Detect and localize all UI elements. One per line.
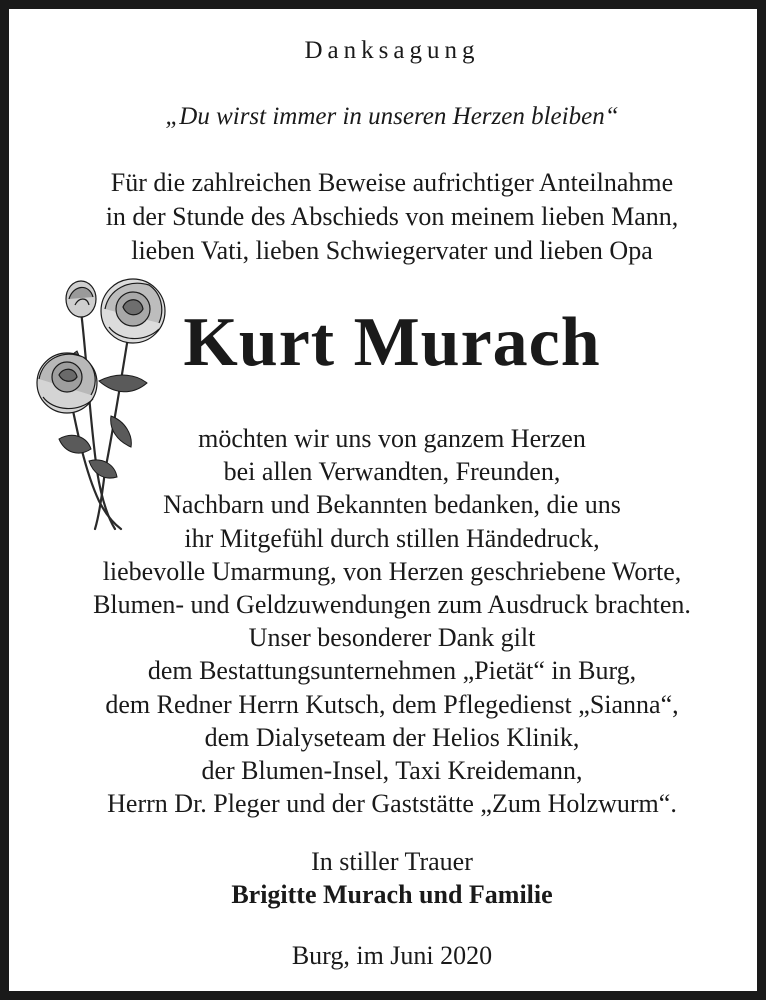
thanks-line: der Blumen-Insel, Taxi Kreidemann, xyxy=(201,756,583,786)
thanks-line: liebevolle Umarmung, von Herzen geschriebene Worte, xyxy=(102,556,682,586)
thanks-line: Blumen- und Geldzuwendungen zum Ausdruck brachten. xyxy=(93,590,691,620)
thanks-line: Herrn Dr. Pleger und der Gaststätte „Zum Holzwurm“. xyxy=(107,789,677,819)
thanks-line: möchten wir uns von ganzem Herzen xyxy=(198,424,586,453)
intro-line: lieben Vati, lieben Schwiegervater und lieben Opa xyxy=(131,236,653,265)
closing-phrase: In stiller Trauer xyxy=(311,847,473,876)
thanks-line: ihr Mitgefühl durch stillen Händedruck, xyxy=(184,523,600,553)
thanks-line: dem Dialyseteam der Helios Klinik, xyxy=(204,722,580,752)
thanks-paragraph xyxy=(9,422,766,820)
deceased-name: Kurt Murach xyxy=(183,304,601,381)
family-signature: Brigitte Murach und Familie xyxy=(231,880,553,909)
thanks-line: Unser besonderer Dank gilt xyxy=(248,623,536,653)
thanks-line: dem Bestattungsunternehmen „Pietät“ in Burg, xyxy=(147,656,637,686)
intro-line: in der Stunde des Abschieds von meinem lieben Mann, xyxy=(105,202,679,231)
thanks-line: dem Redner Herrn Kutsch, dem Pflegedienst „Sianna“, xyxy=(105,689,679,719)
intro-paragraph xyxy=(9,166,766,268)
notice-heading: Danksagung xyxy=(304,37,480,64)
motto-quote: „Du wirst immer in unseren Herzen bleiben“ xyxy=(165,103,619,130)
thanks-line: Nachbarn und Bekannten bedanken, die uns xyxy=(163,490,621,520)
place-date: Burg, im Juni 2020 xyxy=(291,941,493,970)
intro-line: Für die zahlreichen Beweise aufrichtiger Anteilnahme xyxy=(110,168,674,197)
thanks-line: bei allen Verwandten, Freunden, xyxy=(223,457,561,487)
